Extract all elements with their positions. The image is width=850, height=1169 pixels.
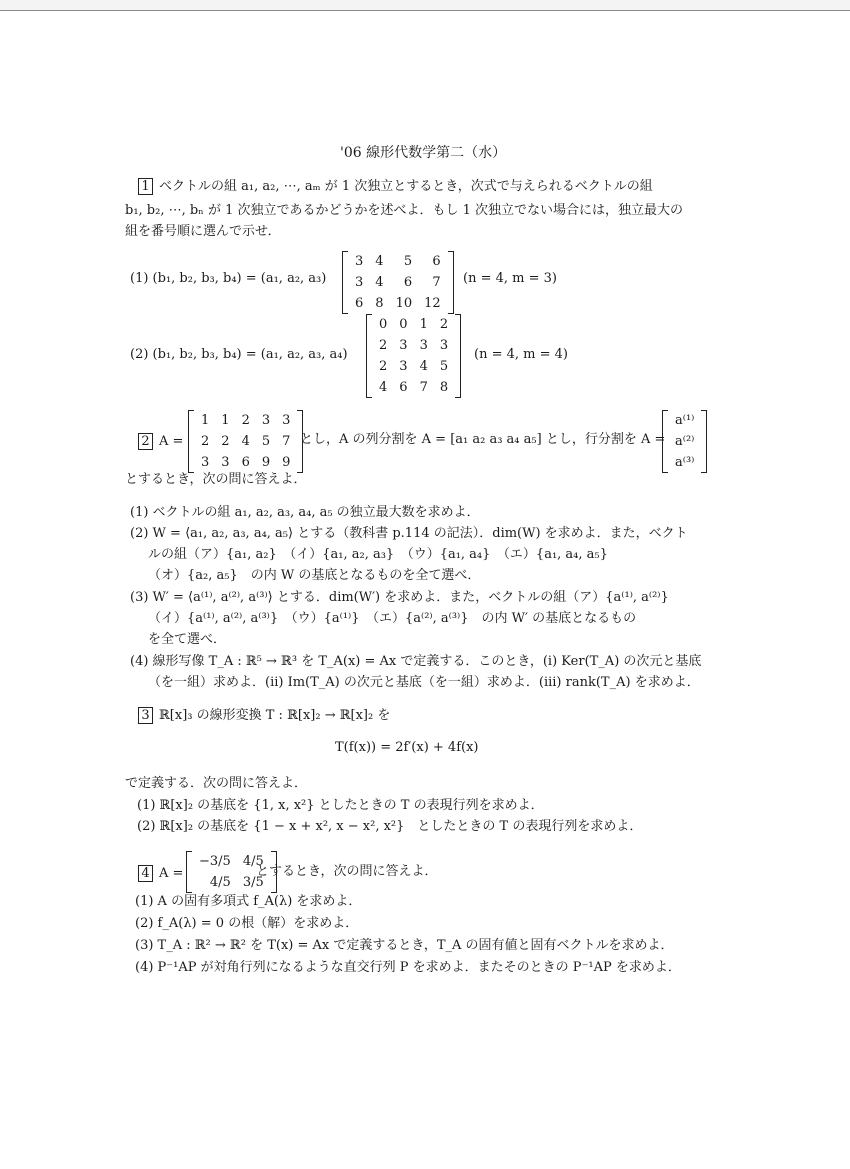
q1-part2-matrix <box>366 314 461 398</box>
question-3-line1 <box>138 707 390 724</box>
matrix-row <box>195 431 296 452</box>
matrix-cell: 2 <box>379 338 388 353</box>
matrix-cell: 3 <box>355 254 364 269</box>
q2-partition-text: とし，A の列分割を A = [a₁ a₂ a₃ a₄ a₅] とし，行分割を A = <box>300 432 666 447</box>
matrix-cell: 6 <box>432 254 441 269</box>
q1-part2-lhs: (2) (b₁, b₂, b₃, b₄) = (a₁, a₂, a₃, a₄) <box>130 347 348 362</box>
matrix-cell: 5 <box>403 254 413 269</box>
matrix-cell: 9 <box>261 455 271 470</box>
matrix-cell: 2 <box>379 359 388 374</box>
matrix-cell: 6 <box>355 296 364 311</box>
question-4-head <box>138 865 183 882</box>
matrix-cell: 6 <box>399 380 408 395</box>
question-number-4: 4 <box>138 865 153 882</box>
matrix-cell: 5 <box>439 359 449 374</box>
matrix-row <box>373 335 454 356</box>
matrix-cell: a⁽²⁾ <box>675 434 695 449</box>
matrix-cell: 6 <box>241 455 250 470</box>
matrix-row <box>349 293 447 314</box>
q2-sub2-a: (2) W = ⟨a₁, a₂, a₃, a₄, a₅⟩ とする（教科書 p.114 の記法）．dim(W) を求めよ．また，ベクト <box>130 526 688 541</box>
q2-matrix-A <box>188 410 303 473</box>
matrix-row <box>669 452 700 473</box>
matrix-cell: 3 <box>399 359 408 374</box>
q1-text-3: 組を番号順に選んで示せ． <box>125 224 281 239</box>
matrix-row <box>669 410 700 431</box>
matrix-cell: 1 <box>201 413 210 428</box>
question-number-1: 1 <box>138 178 153 195</box>
q2-A-label: A = <box>159 434 184 449</box>
matrix-table <box>373 314 454 398</box>
matrix-cell: 8 <box>439 380 449 395</box>
matrix-cell: 0 <box>379 317 388 332</box>
q4-sub3: (3) T_A : ℝ² → ℝ² を T(x) = Ax で定義するとき，T_A の固有値と固有ベクトルを求めよ． <box>135 938 674 953</box>
q3-sub1: (1) ℝ[x]₂ の基底を {1, x, x²} としたときの T の表現行列を求めよ． <box>137 798 544 813</box>
q4-sub1: (1) A の固有多項式 f_A(λ) を求めよ． <box>135 894 362 909</box>
matrix-row <box>373 377 454 398</box>
matrix-row <box>373 314 454 335</box>
matrix-cell: 3 <box>221 455 230 470</box>
matrix-row <box>669 431 700 452</box>
matrix-cell: 6 <box>403 275 413 290</box>
matrix-cell: 3 <box>201 455 210 470</box>
q2-sub3-c: を全て選べ． <box>148 632 227 647</box>
matrix-cell: 7 <box>432 275 441 290</box>
q2-intro: とするとき，次の問に答えよ． <box>125 472 307 487</box>
q2-sub3-b: （イ）{a⁽¹⁾, a⁽²⁾, a⁽³⁾} （ウ）{a⁽¹⁾} （エ）{a⁽²⁾, a⁽³⁾} の内 W′ の基底となるもの <box>148 611 637 626</box>
matrix-cell: 1 <box>221 413 230 428</box>
matrix-table <box>349 251 447 314</box>
q4-sub4: (4) P⁻¹AP が対角行列になるような直交行列 P を求めよ．またそのときの P⁻¹AP を求めよ． <box>135 960 681 975</box>
matrix-table <box>669 410 700 473</box>
matrix-cell: 10 <box>395 296 413 311</box>
matrix-row <box>349 251 447 272</box>
q4-after-text: とするとき，次の問に答えよ． <box>256 864 438 879</box>
q2-row-vector <box>662 410 707 473</box>
matrix-cell: 0 <box>399 317 408 332</box>
q2-sub3-a: (3) W′ = ⟨a⁽¹⁾, a⁽²⁾, a⁽³⁾⟩ とする．dim(W′) を求めよ．また，ベクトルの組（ア）{a⁽¹⁾, a⁽²⁾} <box>130 590 669 605</box>
matrix-cell: 3 <box>282 413 291 428</box>
q2-sub2-c: （オ）{a₂, a₅} の内 W の基底となるものを全て選べ． <box>148 568 481 583</box>
matrix-cell: 7 <box>419 380 428 395</box>
matrix-table <box>195 410 296 473</box>
matrix-row <box>195 410 296 431</box>
scan-edge <box>0 0 850 11</box>
matrix-cell: 4/5 <box>209 875 231 890</box>
matrix-cell: 3 <box>261 413 271 428</box>
matrix-cell: a⁽³⁾ <box>675 455 695 470</box>
matrix-cell: 2 <box>241 413 250 428</box>
q1-part1-lhs: (1) (b₁, b₂, b₃, b₄) = (a₁, a₂, a₃) <box>130 271 327 286</box>
q3-formula: T(f(x)) = 2f′(x) + 4f(x) <box>335 740 479 755</box>
matrix-cell: 4 <box>241 434 250 449</box>
q3-sub2: (2) ℝ[x]₂ の基底を {1 − x + x², x − x², x²} としたときの T の表現行列を求めよ． <box>137 819 643 834</box>
q4-A-label: A = <box>159 866 184 881</box>
matrix-cell: 4 <box>379 380 388 395</box>
matrix-cell: 7 <box>282 434 291 449</box>
q2-sub4-b: （を一組）求めよ．(ii) Im(T_A) の次元と基底（を一組）求めよ．(iii) rank(T_A) を求めよ． <box>148 675 700 690</box>
q2-sub2-b: ルの組（ア）{a₁, a₂} （イ）{a₁, a₂, a₃} （ウ）{a₁, a₄} （エ）{a₁, a₄, a₅} <box>148 547 608 562</box>
matrix-row <box>373 356 454 377</box>
question-2-head <box>138 433 183 450</box>
q1-text-2: b₁, b₂, ⋯, bₙ が 1 次独立であるかどうかを述べよ．もし 1 次独立でない場合には，独立最大の <box>125 203 684 218</box>
matrix-cell: 3 <box>399 338 408 353</box>
matrix-cell: 3/5 <box>242 875 264 890</box>
q2-sub4-a: (4) 線形写像 T_A : ℝ⁵ → ℝ³ を T_A(x) = Ax で定義する．このとき，(i) Ker(T_A) の次元と基底 <box>130 654 702 669</box>
page-title: '06 線形代数学第二（水） <box>340 145 507 161</box>
matrix-cell: 8 <box>375 296 384 311</box>
q3-intro: で定義する．次の問に答えよ． <box>125 776 308 791</box>
matrix-row <box>349 272 447 293</box>
matrix-cell: 5 <box>261 434 271 449</box>
matrix-cell: −3/5 <box>199 854 231 869</box>
q4-sub2: (2) f_A(λ) = 0 の根（解）を求めよ． <box>135 916 359 931</box>
question-number-2: 2 <box>138 433 153 450</box>
q1-part1-condition: (n = 4, m = 3) <box>463 271 557 286</box>
matrix-cell: 12 <box>424 296 441 311</box>
q2-sub1: (1) ベクトルの組 a₁, a₂, a₃, a₄, a₅ の独立最大数を求めよ． <box>130 505 480 520</box>
matrix-row <box>195 452 296 473</box>
matrix-cell: 2 <box>221 434 230 449</box>
matrix-cell: 4 <box>375 254 384 269</box>
matrix-cell: 3 <box>419 338 428 353</box>
q1-part2-condition: (n = 4, m = 4) <box>474 347 568 362</box>
matrix-cell: 3 <box>355 275 364 290</box>
matrix-cell: 4/5 <box>242 854 264 869</box>
question-number-3: 3 <box>138 707 153 724</box>
matrix-cell: 3 <box>439 338 449 353</box>
matrix-cell: 2 <box>201 434 210 449</box>
matrix-cell: 1 <box>419 317 428 332</box>
matrix-cell: 9 <box>282 455 291 470</box>
q3-text-1: ℝ[x]₃ の線形変換 T : ℝ[x]₂ → ℝ[x]₂ を <box>159 708 391 723</box>
matrix-cell: 4 <box>419 359 428 374</box>
matrix-cell: 4 <box>375 275 384 290</box>
q1-part1-matrix <box>342 251 454 314</box>
matrix-cell: a⁽¹⁾ <box>675 413 695 428</box>
matrix-cell: 2 <box>439 317 449 332</box>
question-1-line1 <box>138 178 653 195</box>
q1-text-1: ベクトルの組 a₁, a₂, ⋯, aₘ が 1 次独立とするとき，次式で与えられるベクトルの組 <box>159 179 653 194</box>
